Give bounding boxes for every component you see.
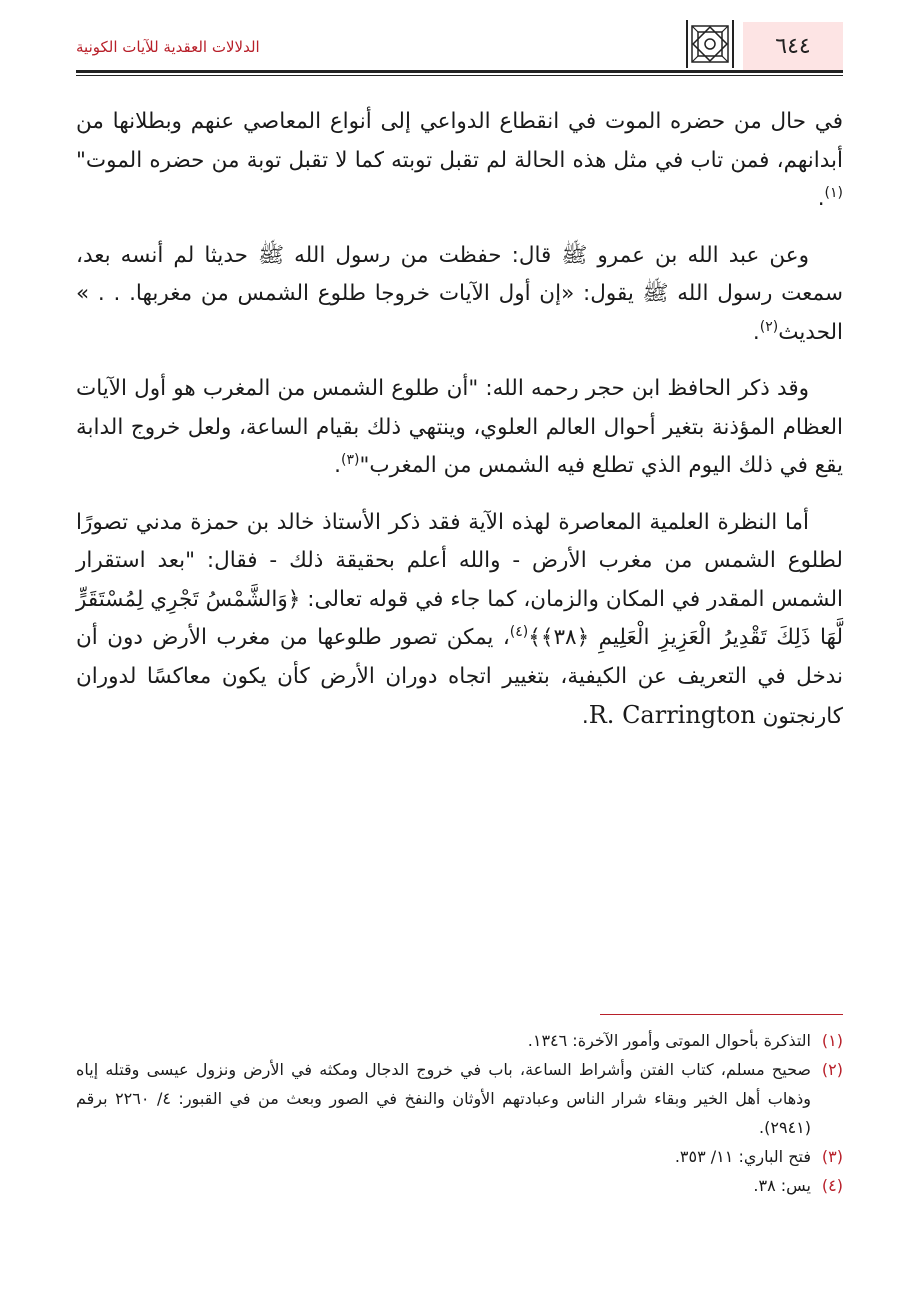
paragraph <box>76 504 843 737</box>
paragraph-tail: . <box>752 319 760 345</box>
paragraph-tail: . <box>817 186 825 211</box>
footnote-ref[interactable]: (٤) <box>509 623 529 640</box>
footnote-divider <box>600 1014 843 1015</box>
header-divider <box>76 70 843 73</box>
footnote <box>76 1142 843 1171</box>
main-text <box>76 103 843 755</box>
footnote-ref[interactable]: (٢) <box>759 318 779 335</box>
header-divider-thin <box>76 75 843 76</box>
running-title: الدلالات العقدية للآيات الكونية <box>76 38 260 56</box>
footnote-text: التذكرة بأحوال الموتى وأمور الآخرة: ١٣٤٦. <box>527 1031 811 1050</box>
latin-name: R. Carrington <box>588 701 756 729</box>
footnote-ref[interactable]: (٣) <box>340 451 360 468</box>
page-number-text: ٦٤٤ <box>775 33 811 59</box>
footnote <box>76 1055 843 1142</box>
paragraph-text: وعن عبد الله بن عمرو ﷺ قال: حفظت من رسول الله ﷺ حديثا لم أنسه بعد، سمعت رسول الله ﷺ يقول: «إن أول الآيات خروجا طلوع الشمس من مغربها. . . » الحديث <box>76 242 843 345</box>
footnote-text: فتح الباري: ١١/ ٣٥٣. <box>674 1147 811 1166</box>
footnote-number: (٣) <box>821 1147 843 1166</box>
footnote <box>76 1171 843 1200</box>
page-number <box>743 22 843 70</box>
footnote <box>76 1026 843 1055</box>
paragraph-tail: . <box>581 704 589 729</box>
footnote-ref[interactable]: (١) <box>824 184 843 201</box>
paragraph <box>76 370 843 486</box>
paragraph-text: وقد ذكر الحافظ ابن حجر رحمه الله: "أن طلوع الشمس من المغرب هو أول الآيات العظام المؤذنة بتغير أحوال العالم العلوي، وينتهي ذلك بقيام الساعة، ولعل خروج الدابة يقع في ذلك اليوم الذي تطلع فيه الشمس من المغرب" <box>76 376 843 478</box>
footnote-number: (١) <box>821 1031 843 1050</box>
footnotes <box>76 1026 843 1200</box>
quran-verse: ﴿وَالشَّمْسُ تَجْرِي لِمُسْتَقَرٍّ لَّهَا ذَلِكَ تَقْدِيرُ الْعَزِيزِ الْعَلِيمِ ﴿٣٨﴾﴾ <box>76 586 843 650</box>
paragraph-tail: . <box>334 453 341 478</box>
paragraph-text: ، يمكن تصور طلوعها من مغرب الأرض دون أن ندخل في التعريف عن الكيفية، بتغيير اتجاه دوران الأرض كأن يكون معاكسًا لدوران كارنجتون <box>76 625 843 729</box>
paragraph <box>76 103 843 219</box>
islamic-star-ornament-icon <box>686 20 734 68</box>
footnote-text: صحيح مسلم، كتاب الفتن وأشراط الساعة، باب في خروج الدجال ومكثه في الأرض ونزول عيسى وقتله إياه وذهاب أهل الخير وبقاء شرار الناس وعبادتهم الأوثان والنفخ في الصور وبعث من في القبور: ٤/ ٢٢٦٠ برقم (٢٩٤١). <box>76 1060 811 1137</box>
paragraph-text: في حال من حضره الموت في انقطاع الدواعي إلى أنواع المعاصي عنهم وبطلانها من أبدانهم، فمن تاب في مثل هذه الحالة لم تقبل توبته كما لا تقبل توبة من حضره الموت" <box>76 109 843 173</box>
paragraph <box>76 237 843 353</box>
paragraph-text: أما النظرة العلمية المعاصرة لهذه الآية فقد ذكر الأستاذ خالد بن حمزة مدني تصورًا لطلوع الشمس من مغرب الأرض - والله أعلم بحقيقة ذلك - فقال: "بعد استقرار الشمس المقدر في المكان والزمان، كما جاء في قوله تعالى: <box>76 509 844 612</box>
footnote-text: يس: ٣٨. <box>753 1176 811 1195</box>
footnote-number: (٢) <box>821 1060 843 1079</box>
footnote-number: (٤) <box>821 1176 843 1195</box>
